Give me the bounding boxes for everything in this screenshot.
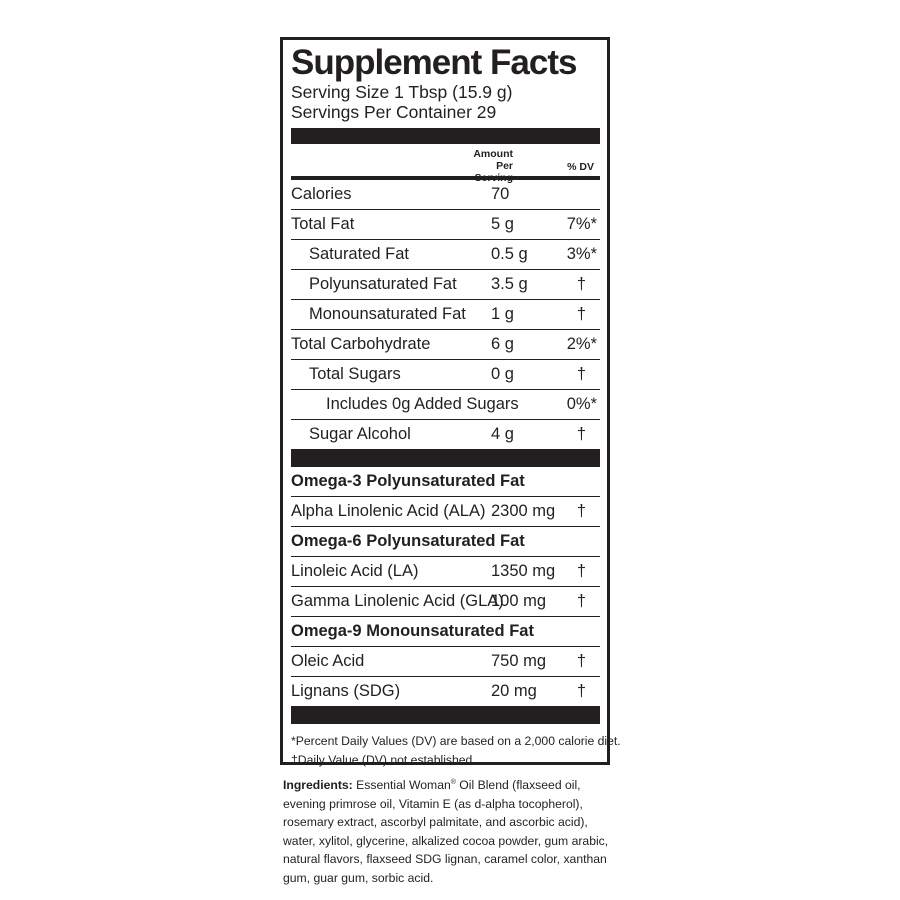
nutrient-row-calories [291, 180, 600, 210]
servings-per-container: Servings Per Container 29 [291, 102, 497, 122]
nutrient-name: Polyunsaturated Fat [309, 275, 457, 293]
nutrient-name: Total Carbohydrate [291, 335, 431, 353]
fatty-acid-dv: † [576, 562, 586, 580]
nutrient-row-monounsaturated-fat [291, 300, 600, 330]
divider-bar-bottom [291, 706, 600, 724]
fatty-acid-amount: 2300 mg [491, 502, 556, 520]
supplement-facts-panel [280, 37, 621, 767]
fatty-acid-name: Oleic Acid [291, 652, 365, 670]
nutrient-name: Calories [291, 185, 352, 203]
nutrient-name: Total Sugars [309, 365, 401, 383]
fatty-acid-name: Linoleic Acid (LA) [291, 562, 419, 580]
panel-title: Supplement Facts [291, 43, 577, 82]
column-headers [291, 144, 600, 184]
nutrient-amount: 6 g [491, 335, 514, 353]
fatty-acid-amount: 20 mg [491, 682, 537, 700]
fatty-acid-dv: † [576, 502, 586, 520]
fatty-acid-amount: 750 mg [491, 652, 547, 670]
nutrient-amount: 4 g [491, 425, 514, 443]
fatty-acid-row-ala [291, 497, 600, 527]
fatty-acid-dv: † [576, 592, 586, 610]
nutrient-dv: 7%* [566, 215, 597, 233]
footnote-dagger: †Daily Value (DV) not established. [291, 753, 476, 767]
ingredients-statement [283, 776, 623, 887]
fatty-acid-dv: † [576, 682, 586, 700]
fatty-acid-amount: 1350 mg [491, 562, 556, 580]
nutrient-amount: 1 g [491, 305, 514, 323]
fatty-acid-name: Lignans (SDG) [291, 682, 401, 700]
ingredients-text: Oil Blend (flaxseed oil, evening primrose oil, Vitamin E (as d-alpha tocopherol), rosemary extract, ascorbyl palmitate, and ascorbic acid), water, xylitol, glycerine, alkalized cocoa powder, gum arabic, natural flavors, flaxseed SDG lignan, caramel color, xanthan gum, guar gum, sorbic acid. [283, 778, 609, 885]
nutrient-name: Monounsaturated Fat [309, 305, 466, 323]
nutrient-amount: 0 g [491, 365, 514, 383]
nutrient-amount: 5 g [491, 215, 514, 233]
nutrient-amount: 70 [491, 185, 510, 203]
fatty-acid-row-gla [291, 587, 600, 617]
dv-header: % DV [567, 161, 594, 173]
fatty-acid-name: Gamma Linolenic Acid (GLA) [291, 592, 504, 610]
nutrient-row-sugar-alcohol [291, 420, 600, 449]
nutrient-dv: † [576, 365, 586, 383]
nutrient-amount: 3.5 g [491, 275, 528, 293]
amount-header-line2: Per Serving [474, 160, 513, 184]
ingredients-label: Ingredients: [283, 778, 353, 792]
nutrient-dv: 3%* [566, 245, 597, 263]
nutrient-name: Includes 0g Added Sugars [326, 395, 519, 413]
section-heading: Omega-3 Polyunsaturated Fat [291, 472, 525, 490]
footnote-percent-dv: *Percent Daily Values (DV) are based on a 2,000 calorie diet. [291, 734, 621, 748]
fatty-acid-row-lignans [291, 677, 600, 706]
fatty-acid-name: Alpha Linolenic Acid (ALA) [291, 502, 486, 520]
fatty-acid-row-la [291, 557, 600, 587]
fatty-acid-dv: † [576, 652, 586, 670]
nutrient-dv: 0%* [566, 395, 597, 413]
nutrient-row-added-sugars [291, 390, 600, 420]
nutrient-dv: † [576, 275, 586, 293]
nutrient-row-saturated-fat [291, 240, 600, 270]
amount-per-serving-header [456, 148, 513, 184]
nutrient-row-total-fat [291, 210, 600, 240]
amount-header-line1: Amount [473, 148, 513, 160]
nutrient-dv: † [576, 425, 586, 443]
fatty-acid-row-oleic [291, 647, 600, 677]
nutrient-dv: 2%* [566, 335, 597, 353]
serving-size: Serving Size 1 Tbsp (15.9 g) [291, 82, 513, 102]
nutrient-name: Saturated Fat [309, 245, 409, 263]
ingredients-brand: Essential Woman [356, 778, 451, 792]
fatty-acid-amount: 100 mg [491, 592, 547, 610]
section-heading: Omega-9 Monounsaturated Fat [291, 622, 534, 640]
section-heading: Omega-6 Polyunsaturated Fat [291, 532, 525, 550]
section-heading-omega-6 [291, 527, 600, 557]
nutrient-dv: † [576, 305, 586, 323]
nutrient-row-polyunsaturated-fat [291, 270, 600, 300]
section-heading-omega-9 [291, 617, 600, 647]
registered-mark: ® [450, 778, 456, 786]
nutrient-name: Total Fat [291, 215, 355, 233]
section-heading-omega-3 [291, 467, 600, 497]
divider-bar-top [291, 128, 600, 144]
nutrient-row-total-carbohydrate [291, 330, 600, 360]
nutrient-amount: 0.5 g [491, 245, 528, 263]
nutrient-name: Sugar Alcohol [309, 425, 411, 443]
divider-bar-middle [291, 449, 600, 467]
footnotes [291, 724, 621, 770]
nutrient-row-total-sugars [291, 360, 600, 390]
